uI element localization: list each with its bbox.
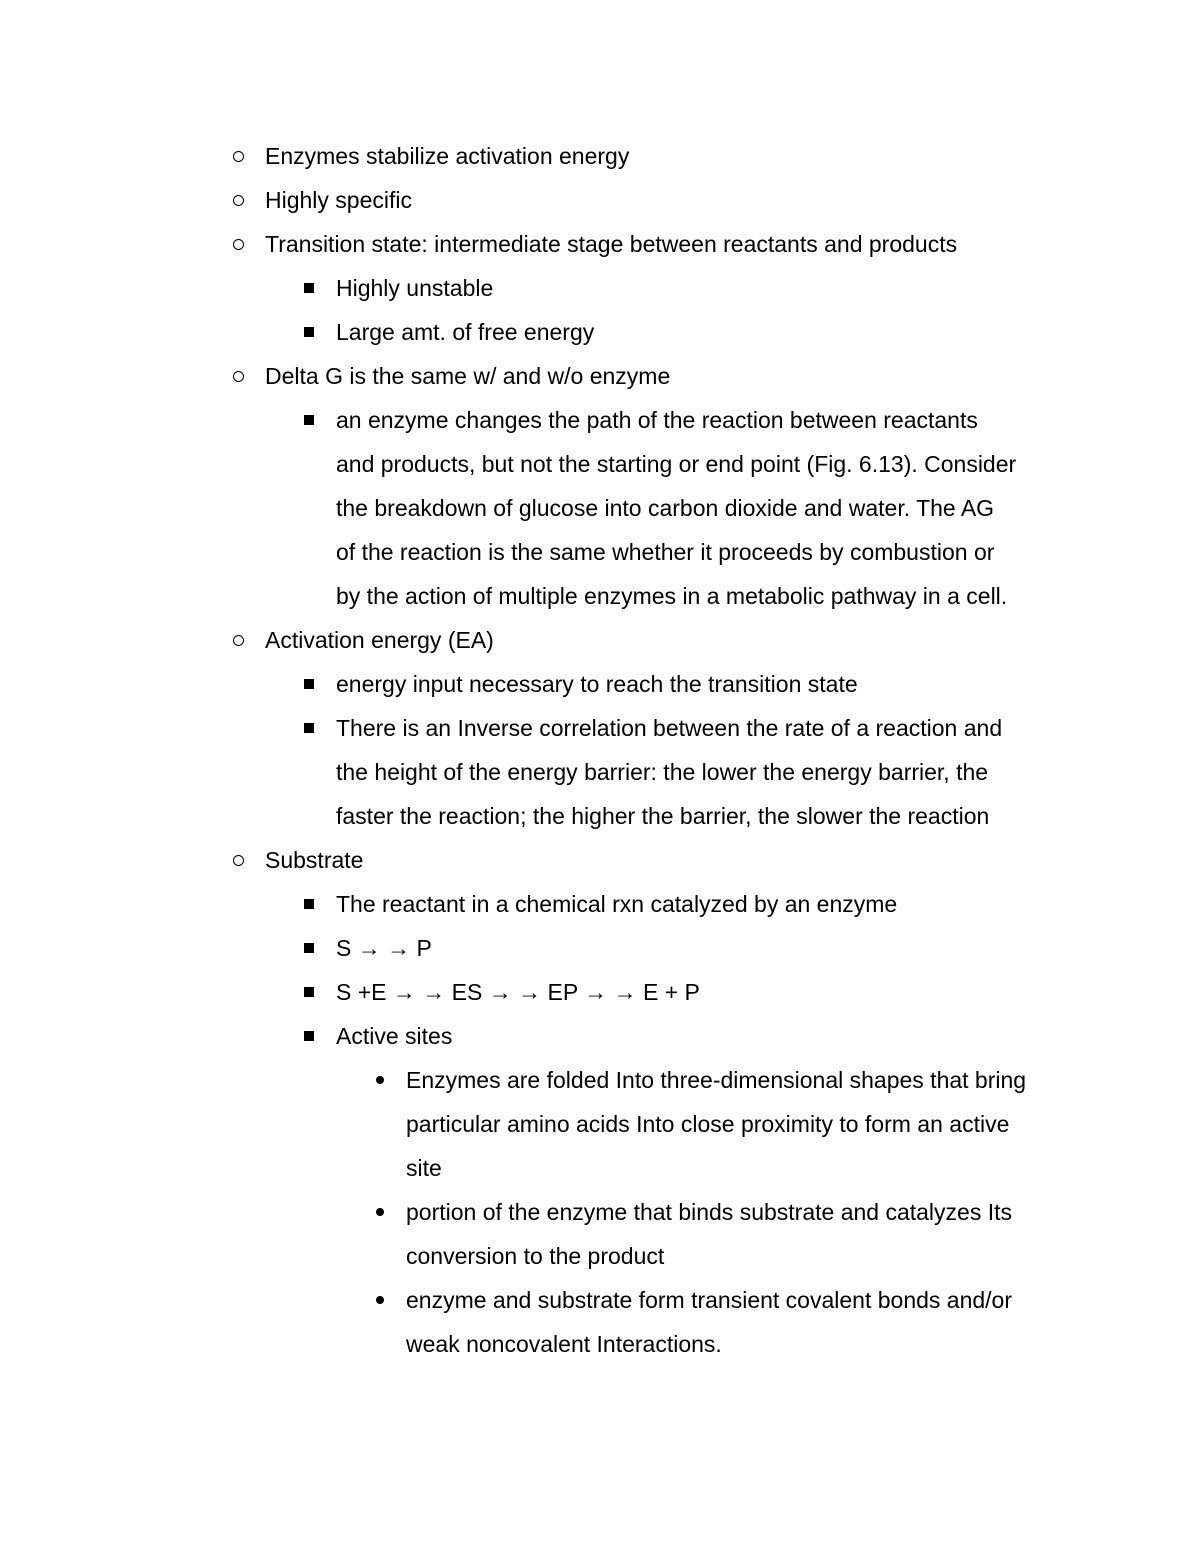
hollow-circle-bullet-icon [226,222,250,266]
filled-dot-bullet-icon [368,1058,392,1102]
square-bullet-icon [297,706,321,750]
sub-bullet-item [0,662,1200,706]
square-bullet-icon [297,398,321,442]
bullet-text: conversion to the product [406,1243,665,1269]
bullet-item [0,178,1200,222]
bullet-text: energy input necessary to reach the transition state [336,671,858,697]
sub-sub-bullet-item [0,1058,1200,1102]
bullet-continuation [0,1322,1200,1366]
filled-dot-bullet-icon [368,1190,392,1234]
bullet-text: There is an Inverse correlation between the rate of a reaction and [336,715,1003,741]
bullet-continuation [0,1234,1200,1278]
bullet-text: Transition state: intermediate stage between reactants and products [265,231,958,257]
bullet-text: by the action of multiple enzymes in a metabolic pathway in a cell. [336,583,1008,609]
bullet-text: Large amt. of free energy [336,319,595,345]
square-bullet-icon [297,882,321,926]
bullet-item [0,838,1200,882]
sub-bullet-item [0,706,1200,750]
bullet-item [0,354,1200,398]
bullet-continuation [0,486,1200,530]
square-bullet-icon [297,662,321,706]
bullet-text: weak noncovalent Interactions. [406,1331,722,1357]
sub-sub-bullet-item [0,1190,1200,1234]
bullet-text: enzyme and substrate form transient covalent bonds and/or [406,1287,1013,1313]
bullet-continuation [0,1102,1200,1146]
bullet-text: portion of the enzyme that binds substrate and catalyzes Its [406,1199,1013,1225]
bullet-text: the breakdown of glucose into carbon dioxide and water. The AG [336,495,995,521]
bullet-text: Active sites [336,1023,453,1049]
square-bullet-icon [297,926,321,970]
hollow-circle-bullet-icon [226,134,250,178]
bullet-text: and products, but not the starting or end point (Fig. 6.13). Consider [336,451,1017,477]
hollow-circle-bullet-icon [226,618,250,662]
sub-bullet-item [0,398,1200,442]
bullet-text: particular amino acids Into close proximity to form an active [406,1111,1010,1137]
filled-dot-bullet-icon [368,1278,392,1322]
bullet-item [0,618,1200,662]
sub-bullet-item [0,266,1200,310]
bullet-text: of the reaction is the same whether it proceeds by combustion or [336,539,995,565]
bullet-text: Activation energy (EA) [265,627,494,653]
bullet-continuation [0,574,1200,618]
sub-bullet-item [0,970,1200,1014]
square-bullet-icon [297,310,321,354]
sub-bullet-item [0,1014,1200,1058]
sub-bullet-item [0,926,1200,970]
square-bullet-icon [297,266,321,310]
square-bullet-icon [297,970,321,1014]
square-bullet-icon [297,1014,321,1058]
bullet-text: The reactant in a chemical rxn catalyzed by an enzyme [336,891,898,917]
bullet-continuation [0,1146,1200,1190]
bullet-text: Highly unstable [336,275,494,301]
bullet-text: faster the reaction; the higher the barrier, the slower the reaction [336,803,990,829]
bullet-continuation [0,530,1200,574]
bullet-text: an enzyme changes the path of the reaction between reactants [336,407,978,433]
hollow-circle-bullet-icon [226,838,250,882]
bullet-text: S +E → → ES → → EP → → E + P [336,979,700,1005]
bullet-text: S → → P [336,935,432,961]
notes-page [0,134,1200,1366]
bullet-text: Delta G is the same w/ and w/o enzyme [265,363,671,389]
sub-sub-bullet-item [0,1278,1200,1322]
bullet-text: the height of the energy barrier: the lower the energy barrier, the [336,759,989,785]
hollow-circle-bullet-icon [226,178,250,222]
bullet-text: Enzymes are folded Into three-dimensional shapes that bring [406,1067,1027,1093]
bullet-item [0,222,1200,266]
sub-bullet-item [0,882,1200,926]
bullet-continuation [0,750,1200,794]
bullet-text: Highly specific [265,187,412,213]
bullet-text: Substrate [265,847,364,873]
bullet-text: site [406,1155,442,1181]
bullet-text: Enzymes stabilize activation energy [265,143,630,169]
hollow-circle-bullet-icon [226,354,250,398]
sub-bullet-item [0,310,1200,354]
bullet-continuation [0,794,1200,838]
bullet-item [0,134,1200,178]
bullet-continuation [0,442,1200,486]
